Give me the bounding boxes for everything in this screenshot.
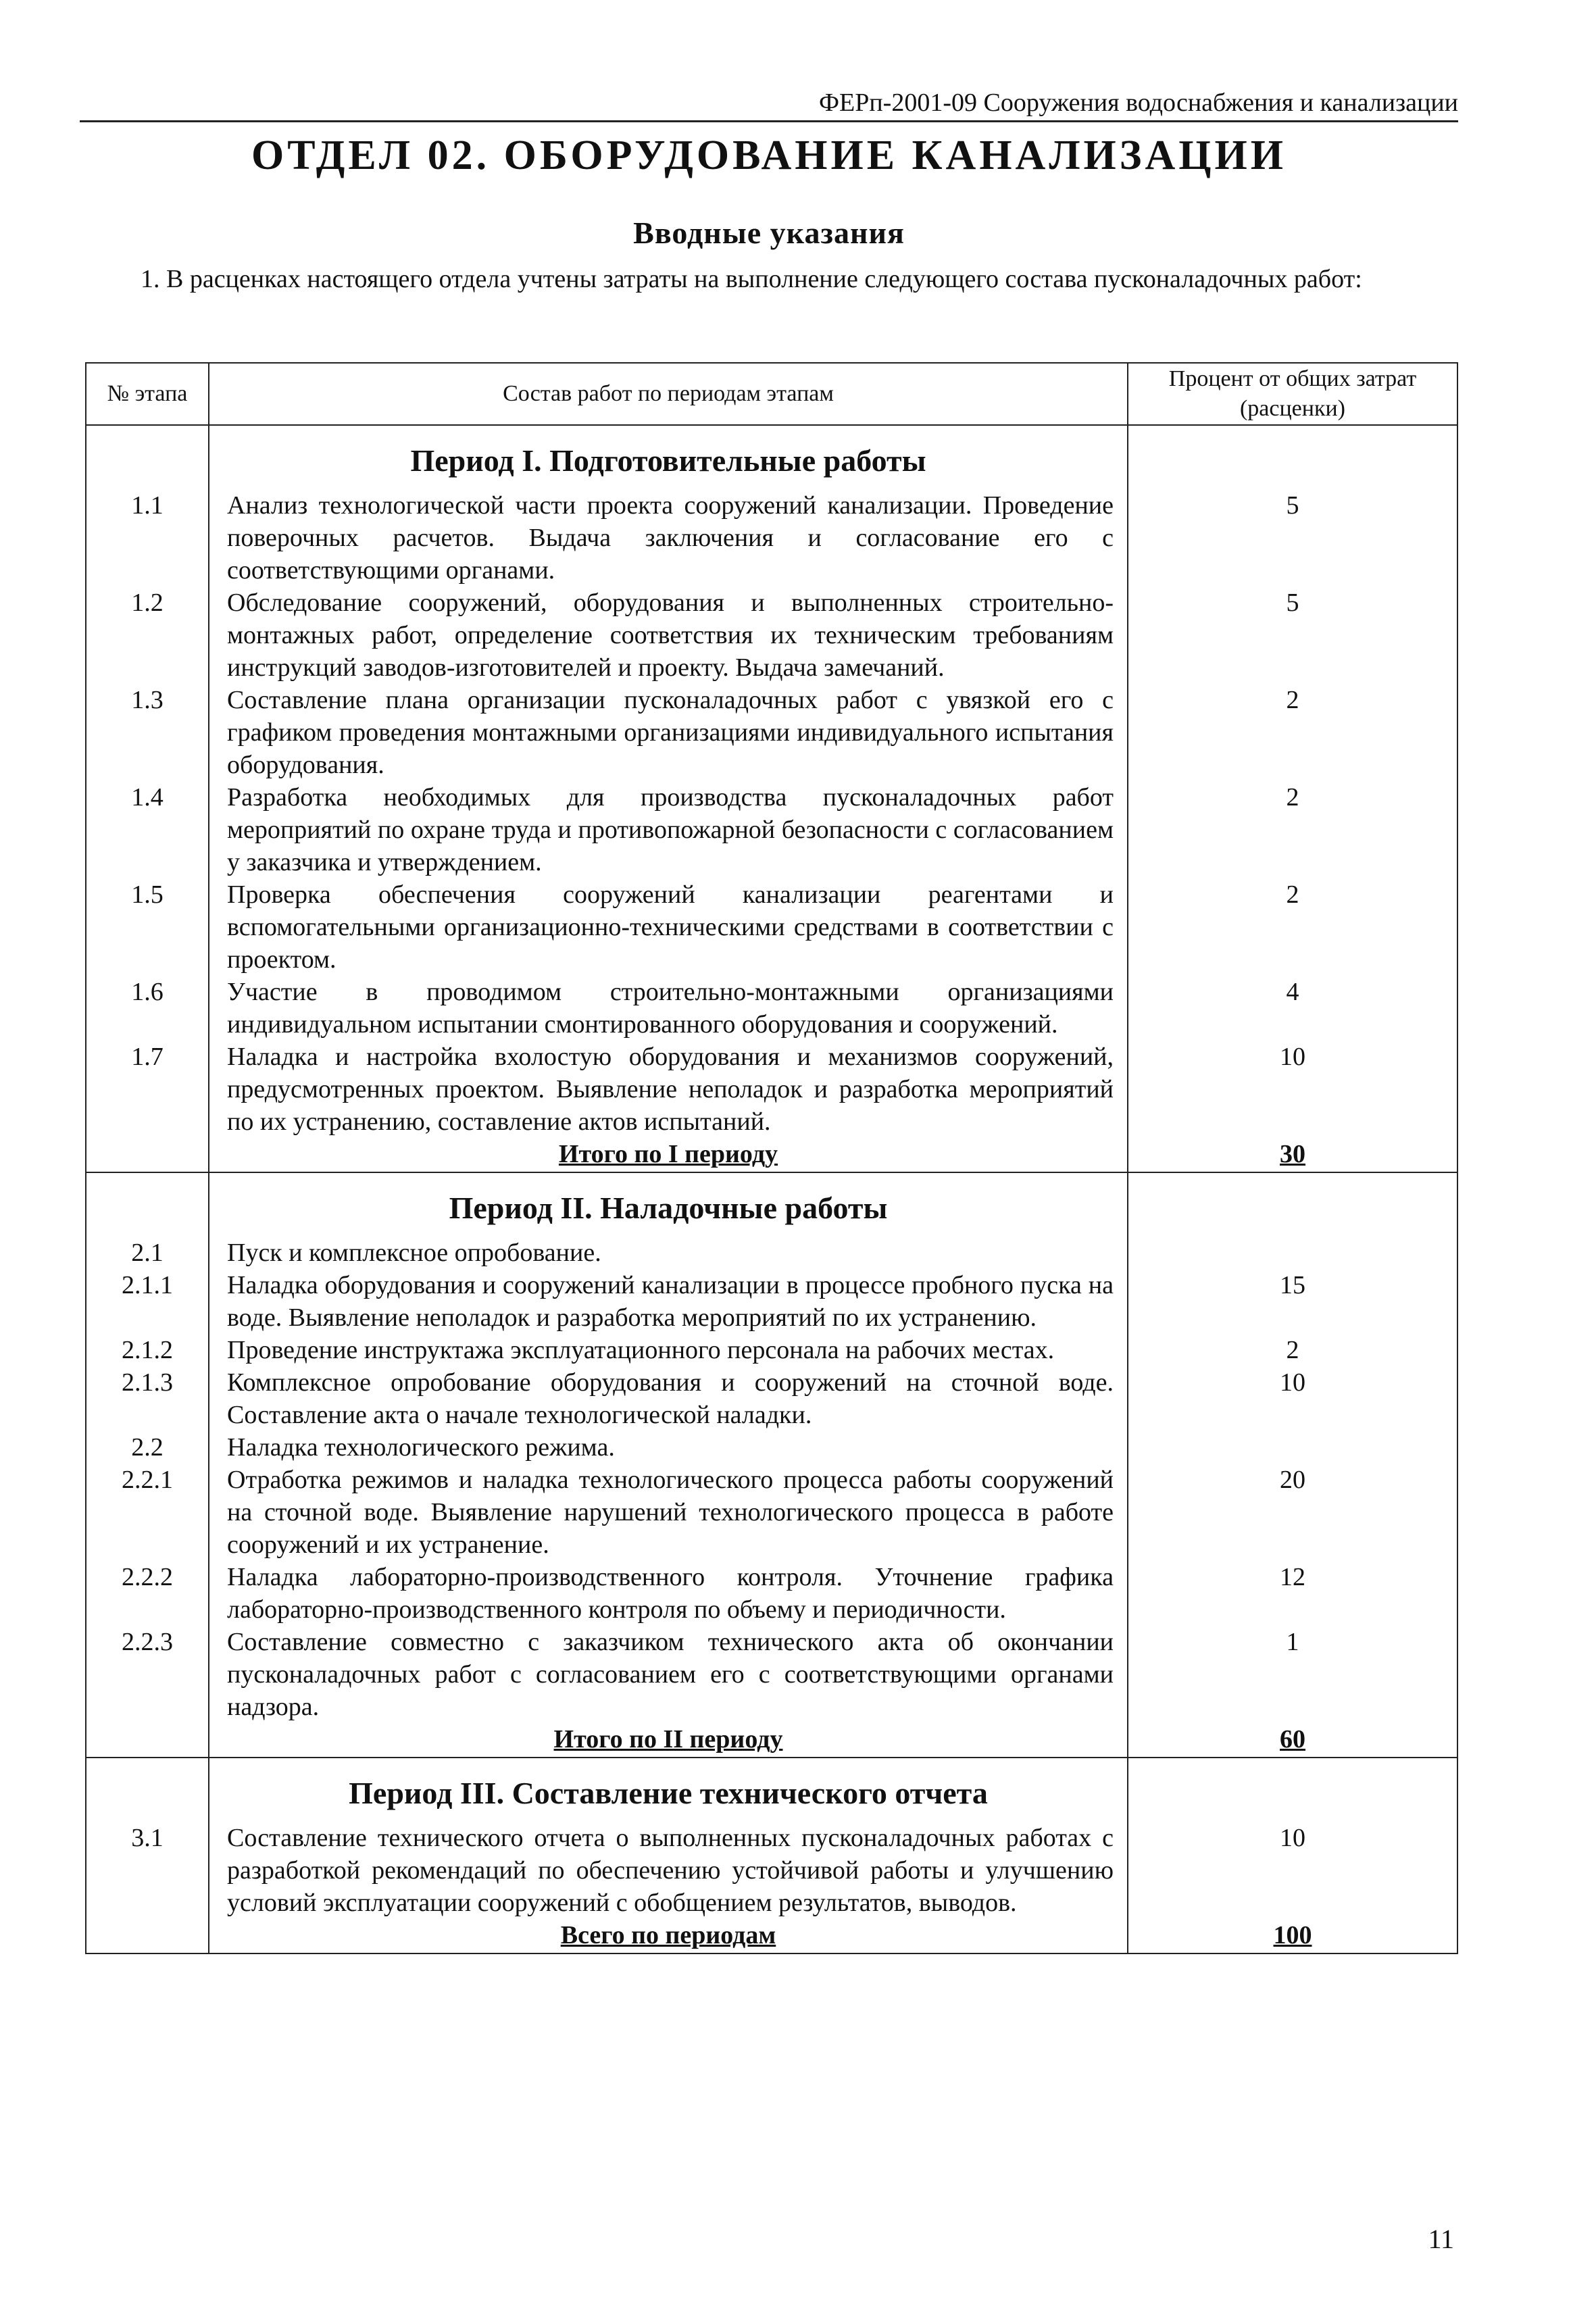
stage-number: 1.3: [86, 684, 209, 781]
work-description: Наладка лабораторно-производственного контроля. Уточнение графика лабораторно-производственного контроля по объему и периодичности.: [209, 1561, 1128, 1626]
percent-value: 5: [1128, 587, 1457, 684]
table-row: [86, 1561, 1457, 1626]
work-description: Составление совместно с заказчиком технического акта об окончании пусконаладочных работ с согласованием его с соответствующими органами надзора.: [209, 1626, 1128, 1723]
page-number: 11: [1428, 2224, 1454, 2254]
period-total-row: [86, 1919, 1457, 1953]
work-description: Отработка режимов и наладка технологического процесса работы сооружений на сточной воде. Выявление нарушений технологического процесса в работе сооружений и их устранение.: [209, 1464, 1128, 1561]
table-row: [86, 1334, 1457, 1366]
percent-value: 20: [1128, 1464, 1457, 1561]
empty-cell: [86, 1723, 209, 1758]
table-row: [86, 1822, 1457, 1919]
table-row: [86, 1626, 1457, 1723]
stage-number: 2.2.1: [86, 1464, 209, 1561]
stage-number: 1.7: [86, 1041, 209, 1138]
stage-number: 2.2: [86, 1431, 209, 1464]
stage-number: 2.1.2: [86, 1334, 209, 1366]
percent-value: [1128, 1431, 1457, 1464]
percent-value: 2: [1128, 781, 1457, 878]
works-table: [85, 362, 1457, 1954]
stage-number: 1.6: [86, 976, 209, 1041]
table-row: [86, 684, 1457, 781]
running-title: ФЕРп-2001-09 Сооружения водоснабжения и канализации: [818, 89, 1458, 117]
work-description: Проверка обеспечения сооружений канализации реагентами и вспомогательными организационно-техническими средствами в соответствии с проектом.: [209, 878, 1128, 976]
work-description: Пуск и комплексное опробование.: [209, 1237, 1128, 1269]
work-description: Наладка технологического режима.: [209, 1431, 1128, 1464]
intro-heading: Вводные указания: [633, 216, 905, 250]
column-header-percent: Процент от общих затрат (расценки): [1128, 363, 1457, 425]
work-description: Участие в проводимом строительно-монтажными организациями индивидуальном испытании смонтированного оборудования и сооружений.: [209, 976, 1128, 1041]
stage-number: 1.5: [86, 878, 209, 976]
empty-cell: [1128, 425, 1457, 489]
work-description: Разработка необходимых для производства пусконаладочных работ мероприятий по охране труда и противопожарной безопасности с согласованием у заказчика и утверждением.: [209, 781, 1128, 878]
period-heading-row: [86, 425, 1457, 489]
stage-number: 1.2: [86, 587, 209, 684]
running-header: [80, 73, 1458, 122]
table-row: [86, 1431, 1457, 1464]
stage-number: 2.2.2: [86, 1561, 209, 1626]
total-label: Всего по периодам: [209, 1919, 1128, 1953]
table-row: [86, 1269, 1457, 1334]
period-total-row: [86, 1723, 1457, 1758]
percent-value: 4: [1128, 976, 1457, 1041]
table-row: [86, 976, 1457, 1041]
percent-value: 12: [1128, 1561, 1457, 1626]
period-title: Период III. Составление технического отчета: [209, 1758, 1128, 1822]
total-value: 30: [1128, 1138, 1457, 1172]
table-row: [86, 1464, 1457, 1561]
percent-value: 1: [1128, 1626, 1457, 1723]
empty-cell: [1128, 1172, 1457, 1237]
empty-cell: [86, 425, 209, 489]
period-title: Период I. Подготовительные работы: [209, 425, 1128, 489]
intro-paragraph: 1. В расценках настоящего отдела учтены затраты на выполнение следующего состава пусконаладочных работ:: [141, 265, 1362, 293]
percent-value: 2: [1128, 1334, 1457, 1366]
table-row: [86, 1041, 1457, 1138]
table-row: [86, 1237, 1457, 1269]
percent-value: 10: [1128, 1822, 1457, 1919]
table-row: [86, 587, 1457, 684]
percent-value: 2: [1128, 878, 1457, 976]
percent-value: 2: [1128, 684, 1457, 781]
percent-value: 5: [1128, 489, 1457, 587]
percent-value: 10: [1128, 1041, 1457, 1138]
work-description: Составление технического отчета о выполненных пусконаладочных работах с разработкой рекомендаций по обеспечению устойчивой работы и улучшению условий эксплуатации сооружений с обобщением результатов, выводов.: [209, 1822, 1128, 1919]
column-header-works: Состав работ по периодам этапам: [209, 363, 1128, 425]
total-label: Итого по I периоду: [209, 1138, 1128, 1172]
work-description: Составление плана организации пусконаладочных работ с увязкой его с графиком проведения монтажными организациями индивидуального испытания оборудования.: [209, 684, 1128, 781]
work-description: Наладка и настройка вхолостую оборудования и механизмов сооружений, предусмотренных проектом. Выявление неполадок и разработка мероприятий по их устранению, составление актов испытаний.: [209, 1041, 1128, 1138]
table-row: [86, 781, 1457, 878]
work-description: Наладка оборудования и сооружений канализации в процессе пробного пуска на воде. Выявление неполадок и разработка мероприятий по их устранению.: [209, 1269, 1128, 1334]
total-value: 100: [1128, 1919, 1457, 1953]
stage-number: 1.1: [86, 489, 209, 587]
percent-value: 10: [1128, 1366, 1457, 1431]
table-row: [86, 878, 1457, 976]
percent-value: [1128, 1237, 1457, 1269]
stage-number: 1.4: [86, 781, 209, 878]
page-title: ОТДЕЛ 02. ОБОРУДОВАНИЕ КАНАЛИЗАЦИИ: [251, 132, 1287, 178]
total-value: 60: [1128, 1723, 1457, 1758]
period-heading-row: [86, 1172, 1457, 1237]
table-header-row: [86, 363, 1457, 425]
period-heading-row: [86, 1758, 1457, 1822]
empty-cell: [86, 1919, 209, 1953]
empty-cell: [86, 1138, 209, 1172]
period-title: Период II. Наладочные работы: [209, 1172, 1128, 1237]
stage-number: 2.1: [86, 1237, 209, 1269]
work-description: Анализ технологической части проекта сооружений канализации. Проведение поверочных расчетов. Выдача заключения и согласование его с соответствующими органами.: [209, 489, 1128, 587]
work-description: Комплексное опробование оборудования и сооружений на сточной воде. Составление акта о начале технологической наладки.: [209, 1366, 1128, 1431]
percent-value: 15: [1128, 1269, 1457, 1334]
table-row: [86, 1366, 1457, 1431]
table-row: [86, 489, 1457, 587]
column-header-stage: № этапа: [86, 363, 209, 425]
total-label: Итого по II периоду: [209, 1723, 1128, 1758]
table-body: [86, 425, 1457, 1953]
period-total-row: [86, 1138, 1457, 1172]
stage-number: 2.1.3: [86, 1366, 209, 1431]
stage-number: 3.1: [86, 1822, 209, 1919]
empty-cell: [1128, 1758, 1457, 1822]
work-description: Обследование сооружений, оборудования и выполненных строительно-монтажных работ, определение соответствия их техническим требованиям инструкций заводов-изготовителей и проекту. Выдача замечаний.: [209, 587, 1128, 684]
stage-number: 2.2.3: [86, 1626, 209, 1723]
work-description: Проведение инструктажа эксплуатационного персонала на рабочих местах.: [209, 1334, 1128, 1366]
stage-number: 2.1.1: [86, 1269, 209, 1334]
empty-cell: [86, 1172, 209, 1237]
empty-cell: [86, 1758, 209, 1822]
